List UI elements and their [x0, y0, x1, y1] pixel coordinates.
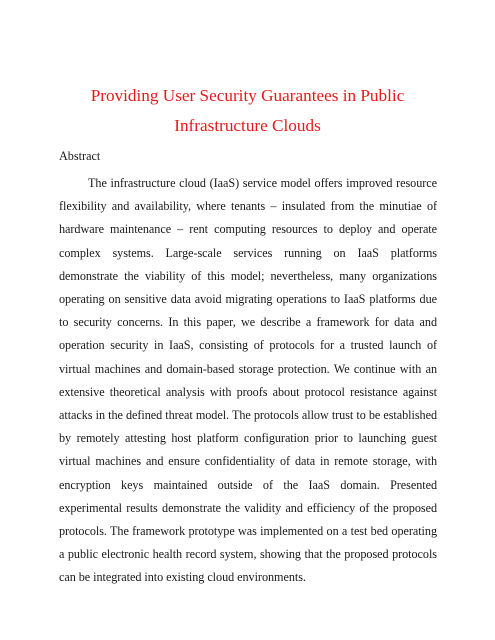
- paper-title-line-2: Infrastructure Clouds: [174, 116, 321, 135]
- abstract-body: The infrastructure cloud (IaaS) service model offers improved resource flexibility and availability, where tenants – insulated from the minutiae of hardware maintenance – rent computing resources to deploy and operate complex systems. Large-scale services running on IaaS platforms demonstrate the viability of this model; nevertheless, many organizations operating on sensitive data avoid migrating operations to IaaS platforms due to security concerns. In this paper, we describe a framework for data and operation security in IaaS, consisting of protocols for a trusted launch of virtual machines and domain-based storage protection. We continue with an extensive theoretical analysis with proofs about protocol resistance against attacks in the defined threat model. The protocols allow trust to be established by remotely attesting host platform configuration prior to launching guest virtual machines and ensure confidentiality of data in remote storage, with encryption keys maintained outside of the IaaS domain. Presented experimental results demonstrate the validity and efficiency of the proposed protocols. The framework prototype was implemented on a test bed operating a public electronic health record system, showing that the proposed protocols can be integrated into existing cloud environments.: [59, 176, 437, 585]
- abstract-heading: Abstract: [59, 149, 101, 163]
- paper-title-line-1: Providing User Security Guarantees in Public: [90, 86, 405, 105]
